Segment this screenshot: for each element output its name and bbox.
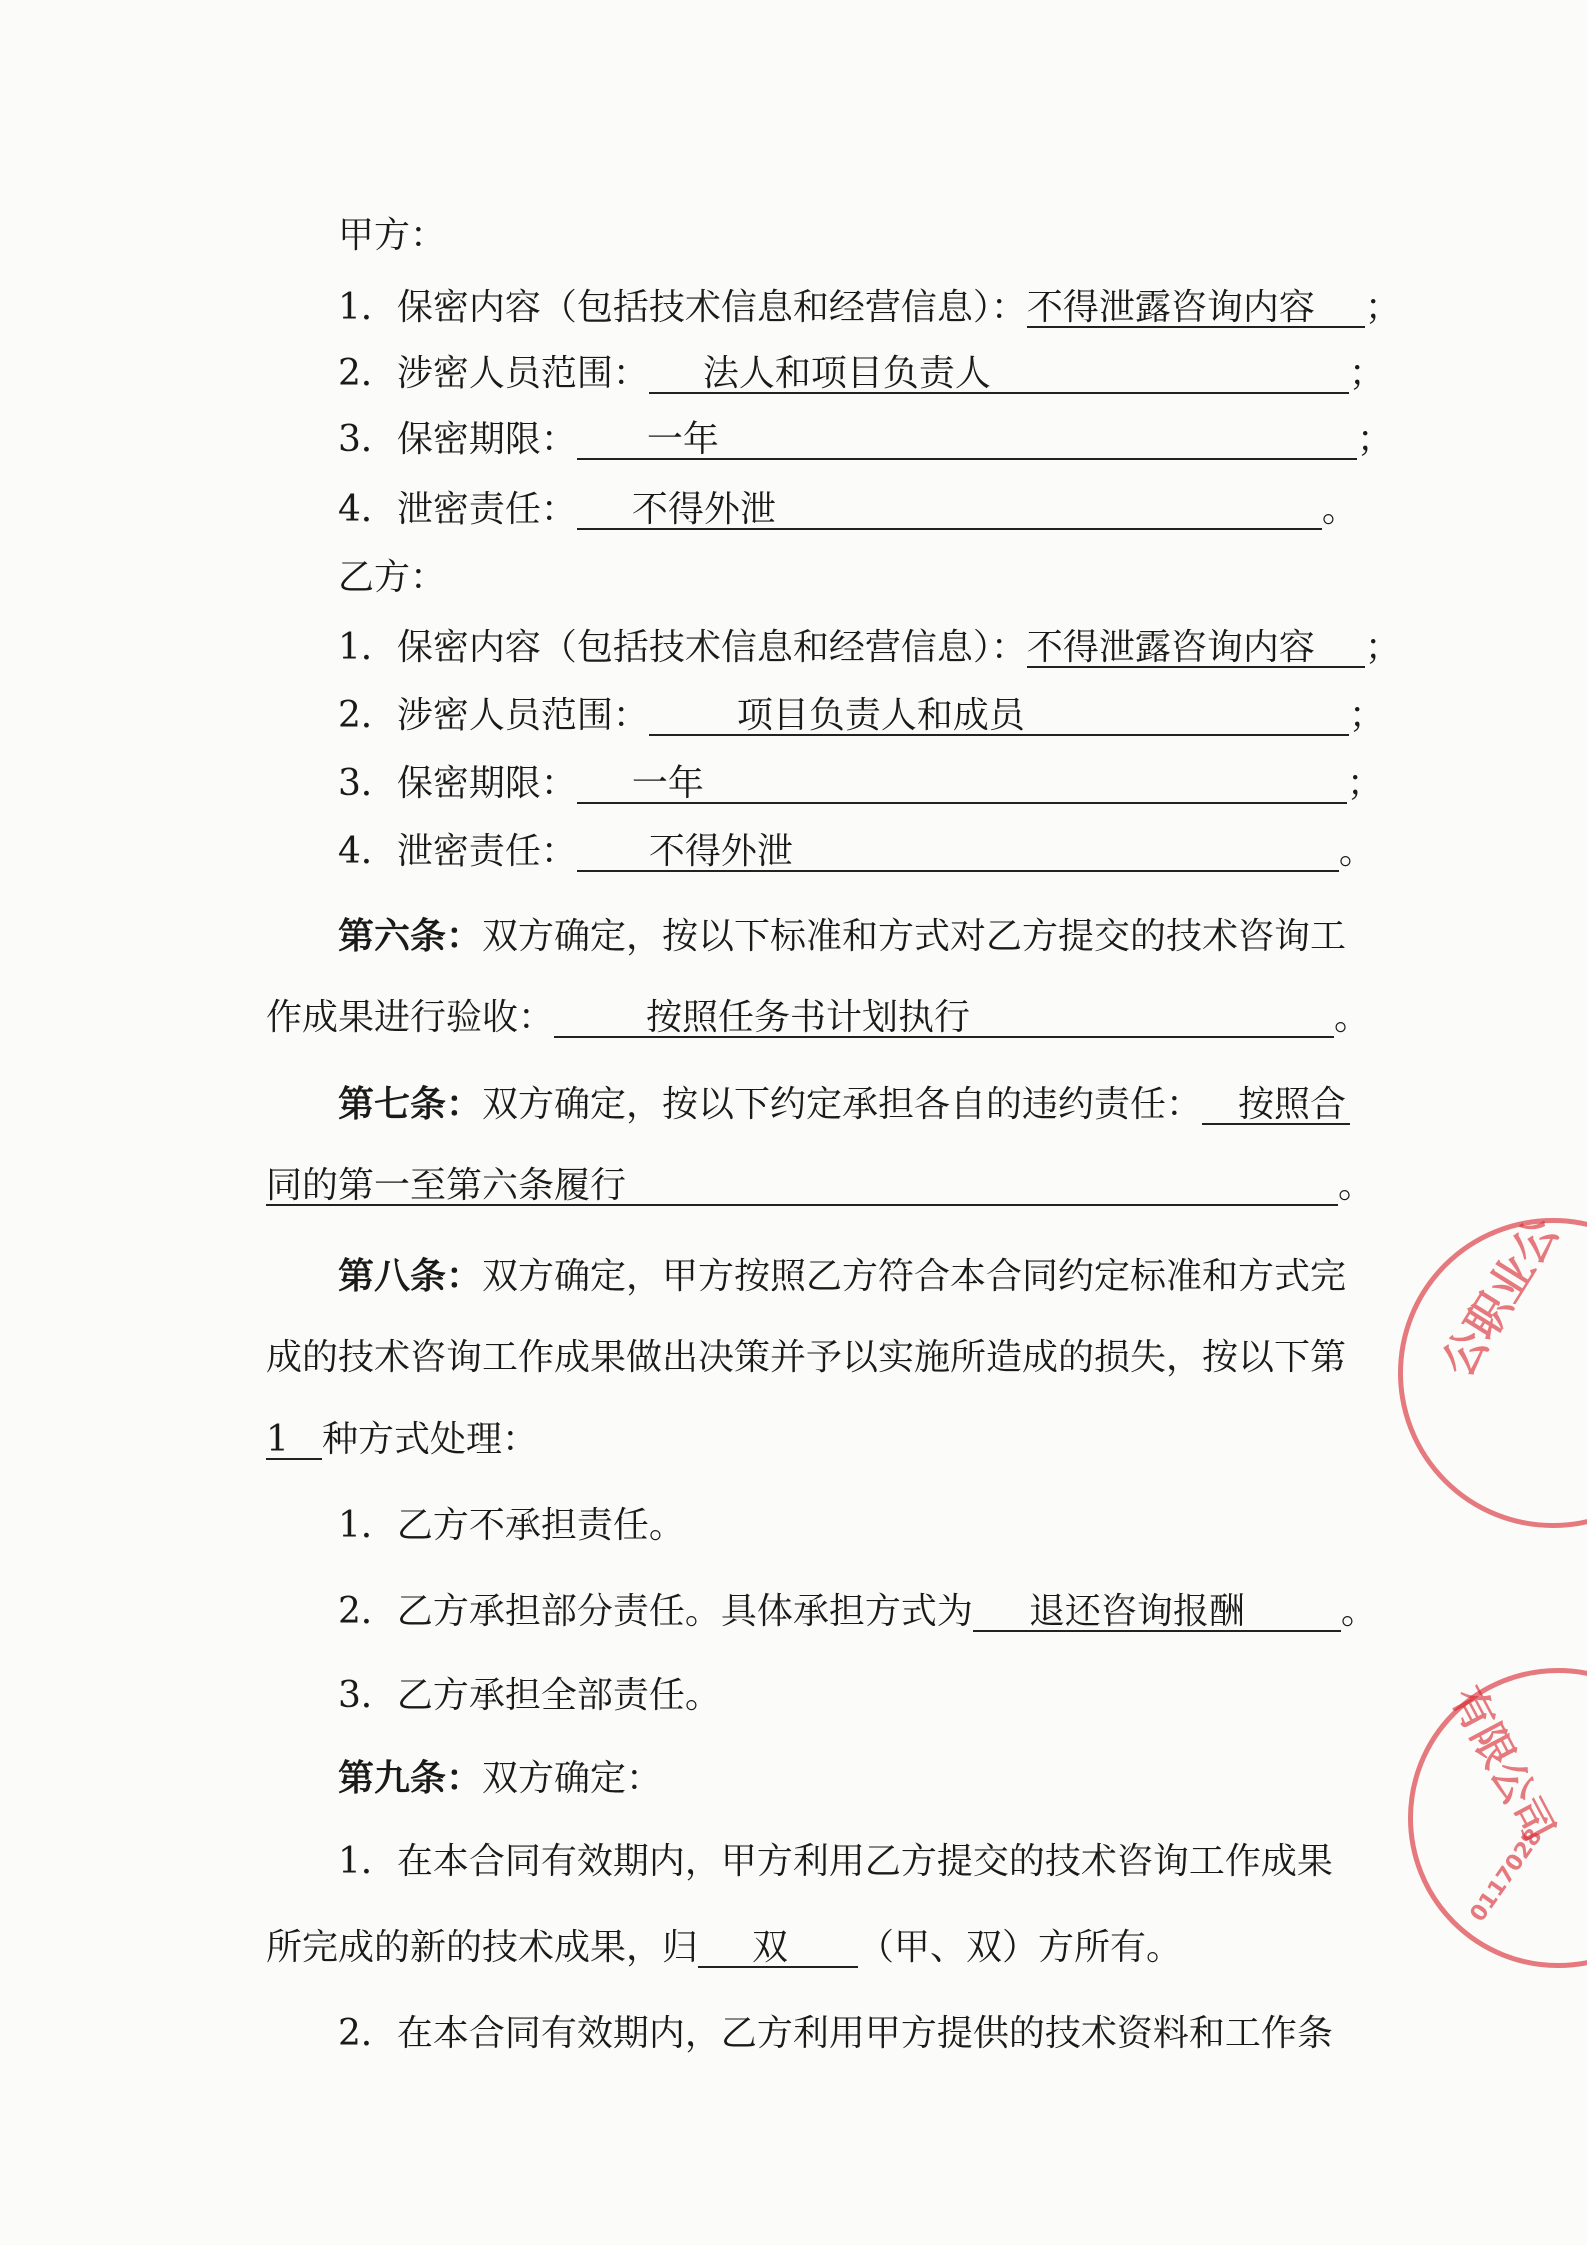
party-a-item-1 xyxy=(338,286,1401,330)
field-value: 法人和项目负责人 xyxy=(702,353,991,394)
article-text: 双方确定，按以下标准和方式对乙方提交的技术咨询工 xyxy=(482,916,1347,957)
article-title: 第六条： xyxy=(338,915,483,957)
item-end: 。 xyxy=(1334,997,1371,1038)
field-value: 不得泄露咨询内容 xyxy=(1026,287,1315,328)
field-value: 同的第一至第六条履行 xyxy=(266,1165,627,1206)
art8-line3 xyxy=(266,1418,538,1462)
article-text: 作成果进行验收： xyxy=(266,997,555,1038)
article-text: 种方式处理： xyxy=(322,1419,539,1460)
art8-option-3: 3．乙方承担全部责任。 xyxy=(338,1675,721,1716)
option-label: 2．乙方承担部分责任。具体承担方式为 xyxy=(338,1591,973,1632)
seal-text: 有限公司 xyxy=(1441,1678,1564,1850)
article-text: 双方确定，按以下约定承担各自的违约责任： xyxy=(482,1084,1203,1125)
article-text: 双方确定，甲方按照乙方符合本合同约定标准和方式完 xyxy=(482,1256,1347,1297)
field-value: 按照合 xyxy=(1238,1084,1347,1125)
party-a-heading: 甲方： xyxy=(338,215,447,256)
art7-line2 xyxy=(266,1164,1374,1208)
art6-line2 xyxy=(266,996,1370,1040)
fill-field xyxy=(698,1928,858,1968)
fill-field xyxy=(649,696,1349,736)
article-text: 所完成的新的技术成果，归 xyxy=(266,1927,699,1968)
art9-line1 xyxy=(338,1756,662,1801)
field-value: 不得外泄 xyxy=(631,489,776,530)
seal-text: 公职业公 xyxy=(1432,1209,1570,1386)
item-end: 。 xyxy=(1338,1165,1375,1206)
field-value: 不得外泄 xyxy=(648,831,793,872)
party-b-item-4 xyxy=(338,830,1375,874)
art8-line2: 成的技术咨询工作成果做出决策并予以实施所造成的损失，按以下第 xyxy=(266,1337,1347,1378)
party-b-item-1 xyxy=(338,626,1401,670)
field-value: 项目负责人和成员 xyxy=(736,695,1025,736)
item-end: 。 xyxy=(1338,831,1375,872)
fill-field xyxy=(577,832,1339,872)
fill-field xyxy=(649,354,1349,394)
fill-field xyxy=(1027,628,1365,668)
item-label: 1．保密内容（包括技术信息和经营信息）： xyxy=(338,627,1027,668)
article-text: （甲、双）方所有。 xyxy=(858,1927,1183,1968)
company-seal-1 xyxy=(1398,1209,1587,1528)
field-value: 一年 xyxy=(646,419,719,460)
item-label: 3．保密期限： xyxy=(338,763,577,804)
item-label: 3．保密期限： xyxy=(338,419,577,460)
art8-option-1: 1．乙方不承担责任。 xyxy=(338,1505,685,1546)
party-a-item-3 xyxy=(338,418,1393,462)
party-b-item-3 xyxy=(338,762,1383,806)
party-a-item-2 xyxy=(338,352,1385,396)
item-end: ； xyxy=(1356,419,1393,460)
item-label: 4．泄密责任： xyxy=(338,489,577,530)
item-label: 4．泄密责任： xyxy=(338,831,577,872)
art8-line1 xyxy=(338,1254,1346,1299)
item-end: ； xyxy=(1348,353,1385,394)
party-a-item-4 xyxy=(338,488,1358,532)
item-end: ； xyxy=(1364,627,1401,668)
art9-para1-line1: 1．在本合同有效期内，甲方利用乙方提交的技术咨询工作成果 xyxy=(338,1841,1333,1882)
art9-para2-line1: 2．在本合同有效期内，乙方利用甲方提供的技术资料和工作条 xyxy=(338,2013,1333,2054)
party-b-heading: 乙方： xyxy=(338,557,447,598)
art9-para1-line2 xyxy=(266,1926,1182,1970)
item-end: 。 xyxy=(1321,489,1358,530)
article-title: 第七条： xyxy=(338,1083,483,1125)
seal-number: 0117028 xyxy=(1465,1824,1548,1927)
art8-option-2 xyxy=(338,1590,1377,1634)
field-value: 一年 xyxy=(631,763,704,804)
fill-field xyxy=(554,998,1334,1038)
article-title: 第八条： xyxy=(338,1255,483,1297)
art7-line1 xyxy=(338,1082,1350,1127)
fill-field xyxy=(577,420,1357,460)
field-value: 退还咨询报酬 xyxy=(1028,1591,1245,1632)
fill-field xyxy=(266,1166,1338,1206)
fill-field xyxy=(973,1592,1341,1632)
fill-field xyxy=(577,490,1322,530)
art6-line1 xyxy=(338,914,1346,959)
field-value: 按照任务书计划执行 xyxy=(646,997,971,1038)
item-end: ； xyxy=(1348,695,1385,736)
item-label: 1．保密内容（包括技术信息和经营信息）： xyxy=(338,287,1027,328)
item-end: 。 xyxy=(1340,1591,1377,1632)
article-text: 双方确定： xyxy=(482,1758,663,1799)
item-end: ； xyxy=(1364,287,1401,328)
fill-field xyxy=(1027,288,1365,328)
fill-field xyxy=(577,764,1347,804)
party-b-item-2 xyxy=(338,694,1385,738)
field-value: 不得泄露咨询内容 xyxy=(1026,627,1315,668)
article-title: 第九条： xyxy=(338,1757,483,1799)
item-label: 2．涉密人员范围： xyxy=(338,695,649,736)
item-end: ； xyxy=(1346,763,1383,804)
field-value: 1 xyxy=(266,1419,289,1460)
field-value: 双 xyxy=(752,1927,789,1968)
fill-field xyxy=(1202,1085,1350,1125)
fill-field xyxy=(266,1420,322,1460)
item-label: 2．涉密人员范围： xyxy=(338,353,649,394)
company-seal-2 xyxy=(1408,1668,1587,1968)
